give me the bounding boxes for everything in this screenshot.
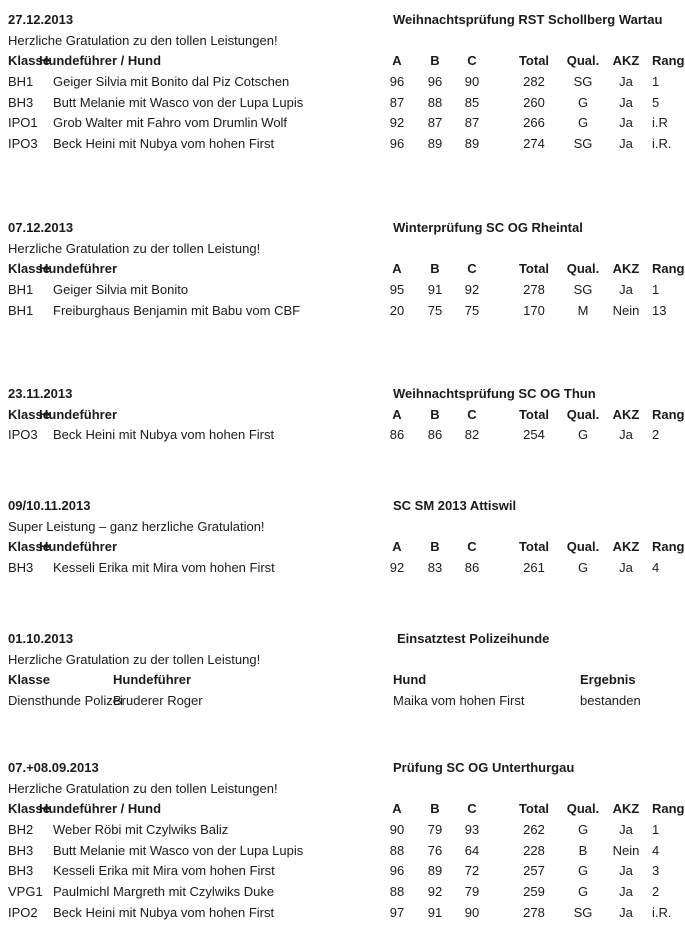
result-row: [0, 841, 685, 862]
result-row: [0, 558, 685, 579]
col-header-qual: Qual.: [566, 53, 600, 69]
event-title: SC SM 2013 Attiswil: [393, 498, 517, 513]
cell-klasse: IPO3: [8, 427, 38, 443]
cell-klasse: VPG1: [8, 884, 43, 900]
cell-score-b: 96: [427, 74, 443, 90]
col-header-akz: AKZ: [612, 801, 640, 817]
cell-klasse: IPO1: [8, 115, 38, 131]
col-header-qual: Qual.: [566, 801, 600, 817]
cell-klasse: BH2: [8, 822, 34, 838]
table-header-row: [0, 51, 685, 72]
col-header-name: Hundeführer: [39, 406, 117, 422]
table-header-row: [0, 537, 685, 558]
cell-name: Geiger Silvia mit Bonito dal Piz Cotschen: [53, 74, 290, 90]
cell-hundefuehrer: Bruderer Roger: [113, 693, 203, 709]
congrats-message: Herzliche Gratulation zu den tollen Leistungen!: [8, 32, 278, 48]
cell-score-c: 79: [464, 884, 480, 900]
col-header-name: Hundeführer / Hund: [39, 53, 162, 69]
cell-akz: Ja: [619, 560, 633, 576]
congrats-message: Herzliche Gratulation zu den tollen Leistungen!: [8, 780, 278, 796]
section-date: 27.12.2013: [8, 12, 74, 27]
cell-qual: SG: [573, 282, 593, 298]
col-header-rang: Rang: [652, 53, 685, 69]
table-header-row: [0, 259, 685, 280]
cell-score-a: 20: [389, 302, 405, 318]
cell-score-c: 82: [464, 427, 480, 443]
col-header-total: Total: [518, 53, 550, 69]
col-header-rang: Rang: [652, 406, 685, 422]
cell-total: 278: [523, 904, 545, 920]
col-header-klasse: Klasse: [8, 801, 50, 817]
cell-ergebnis: bestanden: [580, 693, 641, 709]
cell-score-a: 92: [389, 560, 405, 576]
col-header-klasse: Klasse: [8, 406, 50, 422]
cell-score-a: 97: [389, 904, 405, 920]
cell-rang: i.R: [652, 115, 668, 131]
cell-score-a: 87: [389, 94, 405, 110]
cell-score-c: 85: [464, 94, 480, 110]
event-title: Prüfung SC OG Unterthurgau: [393, 760, 575, 775]
cell-akz: Ja: [619, 822, 633, 838]
event-title: Weihnachtsprüfung RST Schollberg Wartau: [393, 12, 663, 27]
col-header-qual: Qual.: [566, 261, 600, 277]
cell-name: Kesseli Erika mit Mira vom hohen First: [53, 863, 275, 879]
congrats-message: Herzliche Gratulation zu der tollen Leistung!: [8, 651, 261, 667]
cell-score-b: 79: [427, 822, 443, 838]
cell-total: 260: [523, 94, 545, 110]
col-header-a: A: [392, 406, 402, 422]
cell-score-a: 86: [389, 427, 405, 443]
cell-score-a: 88: [389, 884, 405, 900]
cell-name: Butt Melanie mit Wasco von der Lupa Lupis: [53, 842, 304, 858]
cell-score-b: 89: [427, 863, 443, 879]
cell-name: Freiburghaus Benjamin mit Babu vom CBF: [53, 302, 301, 318]
congrats-message: Super Leistung – ganz herzliche Gratulation!: [8, 518, 265, 534]
col-header-rang: Rang: [652, 539, 685, 555]
col-header-total: Total: [518, 406, 550, 422]
event-title: Einsatztest Polizeihunde: [397, 631, 550, 646]
result-row: [0, 903, 685, 924]
cell-qual: SG: [573, 904, 593, 920]
date-title-line: [0, 384, 685, 405]
cell-rang: i.R.: [652, 904, 672, 920]
cell-rang: 1: [652, 822, 660, 838]
cell-rang: 5: [652, 94, 660, 110]
cell-akz: Ja: [619, 74, 633, 90]
col-header-rang: Rang: [652, 261, 685, 277]
result-row: [0, 861, 685, 882]
result-row: [0, 93, 685, 114]
cell-qual: G: [577, 115, 589, 131]
cell-total: 262: [523, 822, 545, 838]
cell-total: 282: [523, 74, 545, 90]
cell-qual: SG: [573, 136, 593, 152]
cell-name: Beck Heini mit Nubya vom hohen First: [53, 136, 275, 152]
cell-total: 257: [523, 863, 545, 879]
col-header-c: C: [467, 406, 477, 422]
cell-score-a: 92: [389, 115, 405, 131]
cell-score-c: 64: [464, 842, 480, 858]
cell-score-a: 96: [389, 863, 405, 879]
cell-score-c: 87: [464, 115, 480, 131]
result-row: [0, 72, 685, 93]
col-header-total: Total: [518, 261, 550, 277]
cell-name: Grob Walter mit Fahro vom Drumlin Wolf: [53, 115, 288, 131]
cell-akz: Ja: [619, 282, 633, 298]
result-row: [0, 280, 685, 301]
col-header-hundefuehrer: Hundeführer: [113, 672, 191, 688]
col-header-a: A: [392, 53, 402, 69]
cell-score-b: 92: [427, 884, 443, 900]
cell-score-c: 90: [464, 904, 480, 920]
col-header-ergebnis: Ergebnis: [580, 672, 636, 688]
cell-score-a: 96: [389, 74, 405, 90]
cell-rang: 4: [652, 560, 660, 576]
cell-name: Kesseli Erika mit Mira vom hohen First: [53, 560, 275, 576]
cell-score-c: 75: [464, 302, 480, 318]
col-header-c: C: [467, 539, 477, 555]
congrats-line: [0, 779, 685, 800]
cell-akz: Ja: [619, 863, 633, 879]
col-header-klasse: Klasse: [8, 539, 50, 555]
col-header-name: Hundeführer / Hund: [39, 801, 162, 817]
section-date: 23.11.2013: [8, 386, 73, 401]
cell-name: Beck Heini mit Nubya vom hohen First: [53, 427, 275, 443]
cell-klasse: IPO3: [8, 136, 38, 152]
cell-klasse: BH1: [8, 302, 34, 318]
date-title-line: [0, 629, 685, 650]
cell-qual: SG: [573, 74, 593, 90]
col-header-b: B: [430, 539, 440, 555]
cell-score-b: 76: [427, 842, 443, 858]
cell-qual: G: [577, 427, 589, 443]
col-header-a: A: [392, 801, 402, 817]
congrats-line: [0, 517, 685, 538]
col-header-akz: AKZ: [612, 53, 640, 69]
date-title-line: [0, 10, 685, 31]
cell-total: 261: [523, 560, 545, 576]
cell-qual: G: [577, 863, 589, 879]
result-section-6: [0, 758, 685, 924]
cell-score-b: 75: [427, 302, 443, 318]
cell-total: 254: [523, 427, 545, 443]
result-row: [0, 691, 685, 712]
cell-klasse: BH3: [8, 842, 34, 858]
cell-score-c: 86: [464, 560, 480, 576]
cell-qual: G: [577, 94, 589, 110]
cell-qual: G: [577, 884, 589, 900]
cell-total: 170: [523, 302, 545, 318]
col-header-qual: Qual.: [566, 539, 600, 555]
result-row: [0, 301, 685, 322]
cell-klasse: BH3: [8, 560, 34, 576]
result-section-5: [0, 629, 685, 712]
cell-qual: M: [577, 302, 589, 318]
result-row: [0, 425, 685, 446]
cell-score-a: 88: [389, 842, 405, 858]
cell-qual: G: [577, 560, 589, 576]
result-section-4: [0, 496, 685, 579]
col-header-c: C: [467, 261, 477, 277]
col-header-akz: AKZ: [612, 406, 640, 422]
cell-score-b: 89: [427, 136, 443, 152]
cell-name: Weber Röbi mit Czylwiks Baliz: [53, 822, 229, 838]
cell-rang: 1: [652, 282, 660, 298]
table-header-row: [0, 405, 685, 426]
cell-total: 266: [523, 115, 545, 131]
congrats-message: Herzliche Gratulation zu der tollen Leistung!: [8, 240, 261, 256]
cell-akz: Nein: [612, 302, 640, 318]
result-section-1: [0, 10, 685, 155]
col-header-klasse: Klasse: [8, 53, 50, 69]
result-row: [0, 820, 685, 841]
section-date: 07.12.2013: [8, 220, 74, 235]
cell-score-b: 91: [427, 282, 443, 298]
cell-klasse: BH3: [8, 94, 34, 110]
event-title: Winterprüfung SC OG Rheintal: [393, 220, 583, 235]
col-header-hund: Hund: [393, 672, 427, 688]
result-section-2: [0, 218, 685, 321]
cell-klasse: Diensthunde Polizei: [8, 693, 123, 709]
congrats-line: [0, 239, 685, 260]
event-title: Weihnachtsprüfung SC OG Thun: [393, 386, 596, 401]
congrats-line: [0, 31, 685, 52]
section-date: 09/10.11.2013: [8, 498, 91, 513]
cell-name: Butt Melanie mit Wasco von der Lupa Lupis: [53, 94, 304, 110]
col-header-b: B: [430, 53, 440, 69]
cell-akz: Ja: [619, 94, 633, 110]
table-header-row: [0, 799, 685, 820]
col-header-klasse: Klasse: [8, 672, 50, 688]
col-header-b: B: [430, 406, 440, 422]
cell-qual: G: [577, 822, 589, 838]
col-header-qual: Qual.: [566, 406, 600, 422]
col-header-name: Hundeführer: [39, 539, 117, 555]
cell-score-b: 91: [427, 904, 443, 920]
cell-rang: 13: [652, 302, 667, 318]
col-header-akz: AKZ: [612, 539, 640, 555]
cell-klasse: BH1: [8, 74, 34, 90]
col-header-b: B: [430, 261, 440, 277]
cell-rang: 4: [652, 842, 660, 858]
cell-akz: Ja: [619, 427, 633, 443]
cell-score-c: 89: [464, 136, 480, 152]
congrats-line: [0, 650, 685, 671]
date-title-line: [0, 496, 685, 517]
cell-rang: 1: [652, 74, 660, 90]
cell-rang: 2: [652, 427, 660, 443]
cell-score-a: 95: [389, 282, 405, 298]
date-title-line: [0, 758, 685, 779]
cell-akz: Ja: [619, 884, 633, 900]
cell-score-c: 90: [464, 74, 480, 90]
result-row: [0, 134, 685, 155]
cell-klasse: BH1: [8, 282, 34, 298]
cell-score-b: 86: [427, 427, 443, 443]
cell-score-b: 87: [427, 115, 443, 131]
col-header-c: C: [467, 801, 477, 817]
cell-score-c: 93: [464, 822, 480, 838]
cell-score-b: 88: [427, 94, 443, 110]
cell-name: Paulmichl Margreth mit Czylwiks Duke: [53, 884, 275, 900]
cell-qual: B: [578, 842, 588, 858]
cell-rang: 2: [652, 884, 660, 900]
col-header-klasse: Klasse: [8, 261, 50, 277]
cell-hund: Maika vom hohen First: [393, 693, 525, 709]
cell-name: Geiger Silvia mit Bonito: [53, 282, 189, 298]
col-header-c: C: [467, 53, 477, 69]
cell-total: 228: [523, 842, 545, 858]
cell-score-a: 90: [389, 822, 405, 838]
cell-total: 259: [523, 884, 545, 900]
col-header-akz: AKZ: [612, 261, 640, 277]
cell-klasse: BH3: [8, 863, 34, 879]
cell-akz: Nein: [612, 842, 640, 858]
cell-rang: 3: [652, 863, 660, 879]
result-row: [0, 882, 685, 903]
cell-total: 274: [523, 136, 545, 152]
section-date: 01.10.2013: [8, 631, 74, 646]
cell-score-c: 92: [464, 282, 480, 298]
cell-total: 278: [523, 282, 545, 298]
col-header-rang: Rang: [652, 801, 685, 817]
cell-akz: Ja: [619, 115, 633, 131]
cell-score-a: 96: [389, 136, 405, 152]
col-header-a: A: [392, 539, 402, 555]
col-header-total: Total: [518, 801, 550, 817]
cell-akz: Ja: [619, 136, 633, 152]
col-header-a: A: [392, 261, 402, 277]
col-header-b: B: [430, 801, 440, 817]
result-row: [0, 113, 685, 134]
table-header-row: [0, 670, 685, 691]
cell-score-c: 72: [464, 863, 480, 879]
cell-name: Beck Heini mit Nubya vom hohen First: [53, 904, 275, 920]
cell-score-b: 83: [427, 560, 443, 576]
result-section-3: [0, 384, 685, 446]
section-date: 07.+08.09.2013: [8, 760, 99, 775]
cell-akz: Ja: [619, 904, 633, 920]
date-title-line: [0, 218, 685, 239]
col-header-name: Hundeführer: [39, 261, 117, 277]
cell-klasse: IPO2: [8, 904, 38, 920]
cell-rang: i.R.: [652, 136, 672, 152]
col-header-total: Total: [518, 539, 550, 555]
